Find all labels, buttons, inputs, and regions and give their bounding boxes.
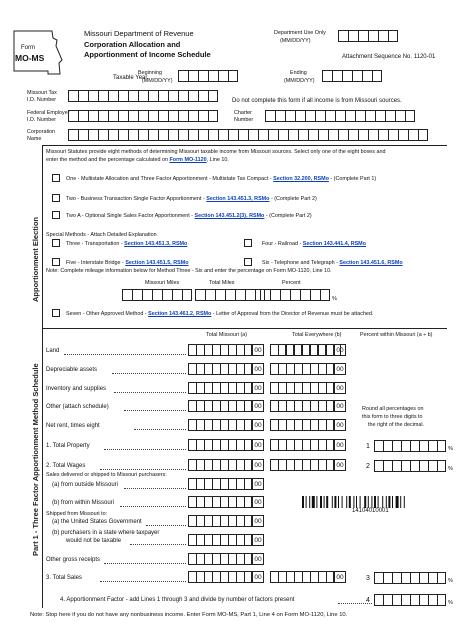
section-143-461-2-link[interactable]: Section 143.461.2, RSMo <box>148 311 212 317</box>
mo-cents-total-sales[interactable] <box>252 571 264 583</box>
cents-zero: 00 <box>252 439 264 451</box>
cents-zero: 00 <box>334 344 346 356</box>
method-three-checkbox[interactable] <box>52 239 60 247</box>
barcode-bar <box>388 496 390 508</box>
barcode <box>302 495 436 507</box>
part1-divider <box>42 328 447 329</box>
col-total-everywhere: Total Everywhere (b) <box>292 332 342 338</box>
percent-label: Percent <box>282 280 301 286</box>
row-other-label: Other (attach schedule) <box>46 404 109 410</box>
barcode-bar <box>349 496 351 508</box>
leader-depreciable <box>112 373 186 374</box>
row-ship-gov-label: (a) the United States Government <box>52 519 142 525</box>
barcode-bar <box>320 496 322 508</box>
row-other-receipts-label: Other gross receipts <box>46 557 101 563</box>
mo-amount-sales-within[interactable] <box>188 496 252 508</box>
cents-zero: 00 <box>252 459 264 471</box>
mo-amount-total-property[interactable] <box>188 439 252 451</box>
barcode-bar <box>306 496 307 508</box>
mo-cents-sales-outside[interactable] <box>252 478 264 490</box>
mo-tax-id-label-1: Missouri Tax <box>27 90 57 96</box>
mo-amount-other-receipts[interactable] <box>188 553 252 565</box>
ending-label: Ending <box>290 70 307 76</box>
method-five-checkbox[interactable] <box>52 258 60 266</box>
cents-zero: 00 <box>334 400 346 412</box>
everywhere-cents-depreciable[interactable] <box>334 363 346 375</box>
election-divider <box>42 145 447 146</box>
mo-amount-other[interactable] <box>188 400 252 412</box>
section-143-451-3-link[interactable]: Section 143.451.3, RSMo <box>206 196 270 202</box>
barcode-bar <box>338 496 339 508</box>
mo-amount-land[interactable] <box>188 344 252 356</box>
leader-inventory <box>114 392 186 393</box>
leader-net-rent <box>134 429 186 430</box>
barcode-bar <box>316 496 317 508</box>
mo-cents-other[interactable] <box>252 400 264 412</box>
row-total-property-label: 1. Total Property <box>46 443 90 449</box>
fed-id-boxes[interactable] <box>68 110 218 122</box>
barcode-bar <box>364 496 366 508</box>
method-two-a-checkbox[interactable] <box>52 211 60 219</box>
line-2-number: 2 <box>366 463 370 470</box>
col-total-missouri: Total Missouri (a) <box>206 332 248 338</box>
barcode-bar <box>386 496 387 508</box>
barcode-bar <box>400 496 401 508</box>
section-143-451-2-3-link[interactable]: Section 143.451.2(3), RSMo <box>194 213 265 219</box>
everywhere-cents-net-rent[interactable] <box>334 419 346 431</box>
barcode-bar <box>353 496 354 508</box>
cents-zero: 00 <box>334 419 346 431</box>
election-side-label: Apportionment Election <box>31 217 40 302</box>
leader-total-sales <box>100 581 186 582</box>
barcode-bar <box>360 496 361 508</box>
barcode-bar <box>404 496 405 508</box>
leader-total-wages <box>100 469 186 470</box>
mo-amount-ship-purchasers[interactable] <box>188 534 252 546</box>
cents-zero: 00 <box>252 363 264 375</box>
total-miles-label: Total Miles <box>209 280 235 286</box>
method-four-checkbox[interactable] <box>244 239 252 247</box>
cents-zero: 00 <box>334 439 346 451</box>
total-miles-boxes[interactable] <box>195 289 265 301</box>
mo-amount-total-sales[interactable] <box>188 571 252 583</box>
cents-zero: 00 <box>334 363 346 375</box>
barcode-bar <box>346 496 347 508</box>
row-ship-purchasers-label-2: would not be taxable <box>66 538 122 544</box>
mo-tax-id-label-2: I.D. Number <box>27 97 57 103</box>
everywhere-cents-total-property[interactable] <box>334 439 346 451</box>
everywhere-amount-other[interactable] <box>270 400 334 412</box>
section-143-451-5-link[interactable]: Section 143.451.5, RSMo <box>125 260 189 266</box>
barcode-bar <box>378 496 379 508</box>
barcode-bar <box>356 496 357 508</box>
mileage-percent-boxes[interactable] <box>260 289 330 301</box>
row-apportionment-factor-label: 4. Apportionment Factor - add Lines 1 through 3 and divide by number of factors present <box>60 597 295 603</box>
mo-cents-total-wages[interactable] <box>252 459 264 471</box>
method-three-text: Three - Transportation - Section 143.451.3, RSMo <box>66 241 188 247</box>
leader-land <box>64 354 186 355</box>
form-code: MO-MS <box>15 53 45 63</box>
ending-date-boxes[interactable] <box>322 70 382 82</box>
cents-zero: 00 <box>252 478 264 490</box>
mo-amount-inventory[interactable] <box>188 382 252 394</box>
mo-cents-total-property[interactable] <box>252 439 264 451</box>
part1-side-rule <box>42 328 43 608</box>
leader-ship-gov <box>146 525 186 526</box>
barcode-bar <box>392 496 393 508</box>
barcode-bar <box>382 496 383 508</box>
method-one-text: One - Multistate Allocation and Three Factor Apportionment - Multistate Tax Compact - Section 32.200, RSMo - (Complete Part 1) <box>66 176 377 182</box>
barcode-bar <box>324 496 325 508</box>
barcode-bar <box>312 496 315 508</box>
taxable-year-label: Taxable Year <box>113 75 148 81</box>
cents-zero: 00 <box>252 496 264 508</box>
barcode-bar <box>371 496 372 508</box>
missouri-sources-note: Do not complete this form if all income is from Missouri sources. <box>232 98 402 104</box>
row-total-wages-label: 2. Total Wages <box>46 463 86 469</box>
round-note-1: Round all percentages on <box>362 406 424 412</box>
mileage-percent-sign: % <box>332 296 337 302</box>
mo-cents-inventory[interactable] <box>252 382 264 394</box>
cents-zero: 00 <box>252 344 264 356</box>
cents-zero: 00 <box>252 534 264 546</box>
row-net-rent-label: Net rent, times eight <box>46 423 100 429</box>
barcode-number: 14104010001 <box>352 508 389 514</box>
everywhere-cents-total-sales[interactable] <box>334 571 346 583</box>
row-sales-within-label: (b) from within Missouri <box>52 500 115 506</box>
row-depreciable-label: Depreciable assets <box>46 367 98 373</box>
line-1-percent-boxes[interactable] <box>374 440 446 452</box>
cents-zero: 00 <box>252 419 264 431</box>
round-note-3: the right of the decimal. <box>368 422 425 428</box>
section-143-451-6-link[interactable]: Section 143.451.6, RSMo <box>339 260 403 266</box>
corp-name-boxes[interactable] <box>68 129 428 141</box>
charter-label-1: Charter <box>234 110 252 116</box>
dept-use-format: (MM/DD/YY) <box>280 38 311 44</box>
charter-label-2: Number <box>234 117 254 123</box>
mo-cents-ship-gov[interactable] <box>252 515 264 527</box>
everywhere-amount-net-rent[interactable] <box>270 419 334 431</box>
line-2-percent-boxes[interactable] <box>374 460 446 472</box>
corp-name-label-2: Name <box>27 136 42 142</box>
mo-cents-sales-within[interactable] <box>252 496 264 508</box>
method-six-checkbox[interactable] <box>244 258 252 266</box>
form-title-line2: Apportionment of Income Schedule <box>84 50 211 59</box>
everywhere-amount-total-sales[interactable] <box>270 571 334 583</box>
section-32-200-link[interactable]: Section 32.200, RSMo <box>273 176 329 182</box>
agency-name: Missouri Department of Revenue <box>84 29 194 38</box>
everywhere-amount-depreciable[interactable] <box>270 363 334 375</box>
mo-cents-net-rent[interactable] <box>252 419 264 431</box>
method-four-text: Four - Railroad - Section 143.441.4, RSMo <box>262 241 366 247</box>
missouri-miles-boxes[interactable] <box>122 289 192 301</box>
row-land-label: Land <box>46 348 60 354</box>
row-inventory-label: Inventory and supplies <box>46 386 107 392</box>
method-two-a-text: Two A - Optional Single Sales Factor Apportionment - Section 143.451.2(3), RSMo - (Complete Part 2) <box>66 213 312 219</box>
leader-sales-outside <box>124 488 186 489</box>
section-143-441-4-link[interactable]: Section 143.441.4, RSMo <box>302 241 366 247</box>
mo-cents-land[interactable] <box>252 344 264 356</box>
corp-name-label-1: Corporation <box>27 129 56 135</box>
mo-cents-other-receipts[interactable] <box>252 553 264 565</box>
leader-total-property <box>104 449 186 450</box>
cents-zero: 00 <box>334 459 346 471</box>
mo-amount-sales-outside[interactable] <box>188 478 252 490</box>
everywhere-amount-total-property[interactable] <box>270 439 334 451</box>
sales-delivered-note: Sales delivered or shipped to Missouri purchasers: <box>46 472 167 478</box>
line-1-percent-sign: % <box>448 446 453 452</box>
form-title-line1: Corporation Allocation and <box>84 40 181 49</box>
method-two-text: Two - Business Transaction Single Factor Apportionment - Section 143.451.3, RSMo - (Complete Part 2) <box>66 196 317 202</box>
mo-tax-id-boxes[interactable] <box>68 90 218 102</box>
leader-other-receipts <box>104 563 186 564</box>
cents-zero: 00 <box>252 382 264 394</box>
beginning-date-boxes[interactable] <box>178 70 238 82</box>
barcode-bar <box>326 496 328 508</box>
line-3-number: 3 <box>366 575 370 582</box>
barcode-bar <box>309 496 310 508</box>
mo-amount-ship-gov[interactable] <box>188 515 252 527</box>
cents-zero: 00 <box>334 571 346 583</box>
form-mo-1120-link[interactable]: Form MO-1120 <box>169 157 207 163</box>
section-143-451-3-link-b[interactable]: Section 143.451.3, RSMo <box>124 241 188 247</box>
attachment-sequence: Attachment Sequence No. 1120-01 <box>342 54 436 60</box>
shipped-from-note: Shipped from Missouri to: <box>46 511 108 517</box>
special-methods-title: Special Methods - Attach Detailed Explanation <box>46 232 157 238</box>
line-2-percent-sign: % <box>448 466 453 472</box>
ending-format: (MM/DD/YY) <box>284 78 315 84</box>
line-4-number: 4 <box>366 597 370 604</box>
row-total-sales-label: 3. Total Sales <box>46 575 82 581</box>
mo-amount-total-wages[interactable] <box>188 459 252 471</box>
mo-cents-ship-purchasers[interactable] <box>252 534 264 546</box>
method-seven-text: Seven - Other Approved Method - Section 143.461.2, RSMo - Letter of Approval from the Director of Revenue must be attached. <box>66 311 374 317</box>
dept-use-date-boxes[interactable] <box>338 30 398 42</box>
method-five-text: Five - Interstate Bridge - Section 143.451.5, RSMo <box>66 260 189 266</box>
everywhere-amount-total-wages[interactable] <box>270 459 334 471</box>
round-note-2: this form to three digits to <box>362 414 423 420</box>
row-ship-purchasers-label-1: (b) purchasers in a state where taxpayer <box>52 530 160 536</box>
form-label: Form <box>21 45 35 51</box>
method-one-checkbox[interactable] <box>52 174 60 182</box>
barcode-bar <box>332 496 333 508</box>
mo-cents-depreciable[interactable] <box>252 363 264 375</box>
line-1-number: 1 <box>366 443 370 450</box>
missouri-miles-label: Missouri Miles <box>145 280 180 286</box>
line-3-percent-sign: % <box>448 578 453 584</box>
fed-id-label-1: Federal Employer <box>27 110 70 116</box>
barcode-bar <box>342 496 343 508</box>
beginning-format: (MM/DD/YY) <box>142 78 173 84</box>
method-seven-checkbox[interactable] <box>52 309 60 317</box>
leader-sales-within <box>120 506 186 507</box>
fed-id-label-2: I.D. Number <box>27 117 57 123</box>
cents-zero: 00 <box>252 400 264 412</box>
mileage-note: Note: Complete mileage information below for Method Three - Six and enter the percentage on Form MO-1120, Line 10. <box>46 268 332 274</box>
line-3-percent-boxes[interactable] <box>374 572 446 584</box>
election-intro-2: enter the method and the percentage calculated on Form MO-1120, Line 10. <box>46 157 229 163</box>
everywhere-cents-other[interactable] <box>334 400 346 412</box>
beginning-label: Beginning <box>138 70 162 76</box>
mo-amount-net-rent[interactable] <box>188 419 252 431</box>
mo-amount-depreciable[interactable] <box>188 363 252 375</box>
everywhere-cents-inventory[interactable] <box>334 382 346 394</box>
leader-ship-purchasers <box>130 544 186 545</box>
land-percent-boxes[interactable] <box>285 344 341 356</box>
cents-zero: 00 <box>252 515 264 527</box>
cents-zero: 00 <box>252 553 264 565</box>
election-intro-1: Missouri Statutes provide eight methods of determining Missouri taxable income from Missouri sources. Select only one of the eight boxes and <box>46 149 386 155</box>
everywhere-amount-inventory[interactable] <box>270 382 334 394</box>
method-six-text: Six - Telephone and Telegraph - Section 143.451.6, RSMo <box>262 260 403 266</box>
everywhere-cents-total-wages[interactable] <box>334 459 346 471</box>
line-4-percent-sign: % <box>448 600 453 606</box>
line-4-percent-boxes[interactable] <box>374 594 446 606</box>
cents-zero: 00 <box>252 571 264 583</box>
barcode-bar <box>302 496 304 508</box>
barcode-bar <box>374 496 376 508</box>
method-two-checkbox[interactable] <box>52 194 60 202</box>
barcode-bar <box>368 496 369 508</box>
part1-side-label: Part 1 - Three Factor Apportionment Method Schedule <box>31 363 40 556</box>
cents-zero: 00 <box>334 382 346 394</box>
election-side-rule <box>42 145 43 330</box>
charter-number-boxes[interactable] <box>265 110 415 122</box>
dept-use-label: Department Use Only <box>274 30 326 36</box>
col-percent-within: Percent within Missouri (a ÷ b) <box>360 332 433 338</box>
row-sales-outside-label: (a) from outside Missouri <box>52 482 119 488</box>
leader-other <box>124 410 186 411</box>
barcode-bar <box>396 496 399 508</box>
footer-note: Note: Stop here if you do not have any nonbusiness income. Enter Form MO-MS, Part 1, Line 4 on Form MO-1120, Line 10. <box>30 612 348 618</box>
barcode-bar <box>334 496 336 508</box>
